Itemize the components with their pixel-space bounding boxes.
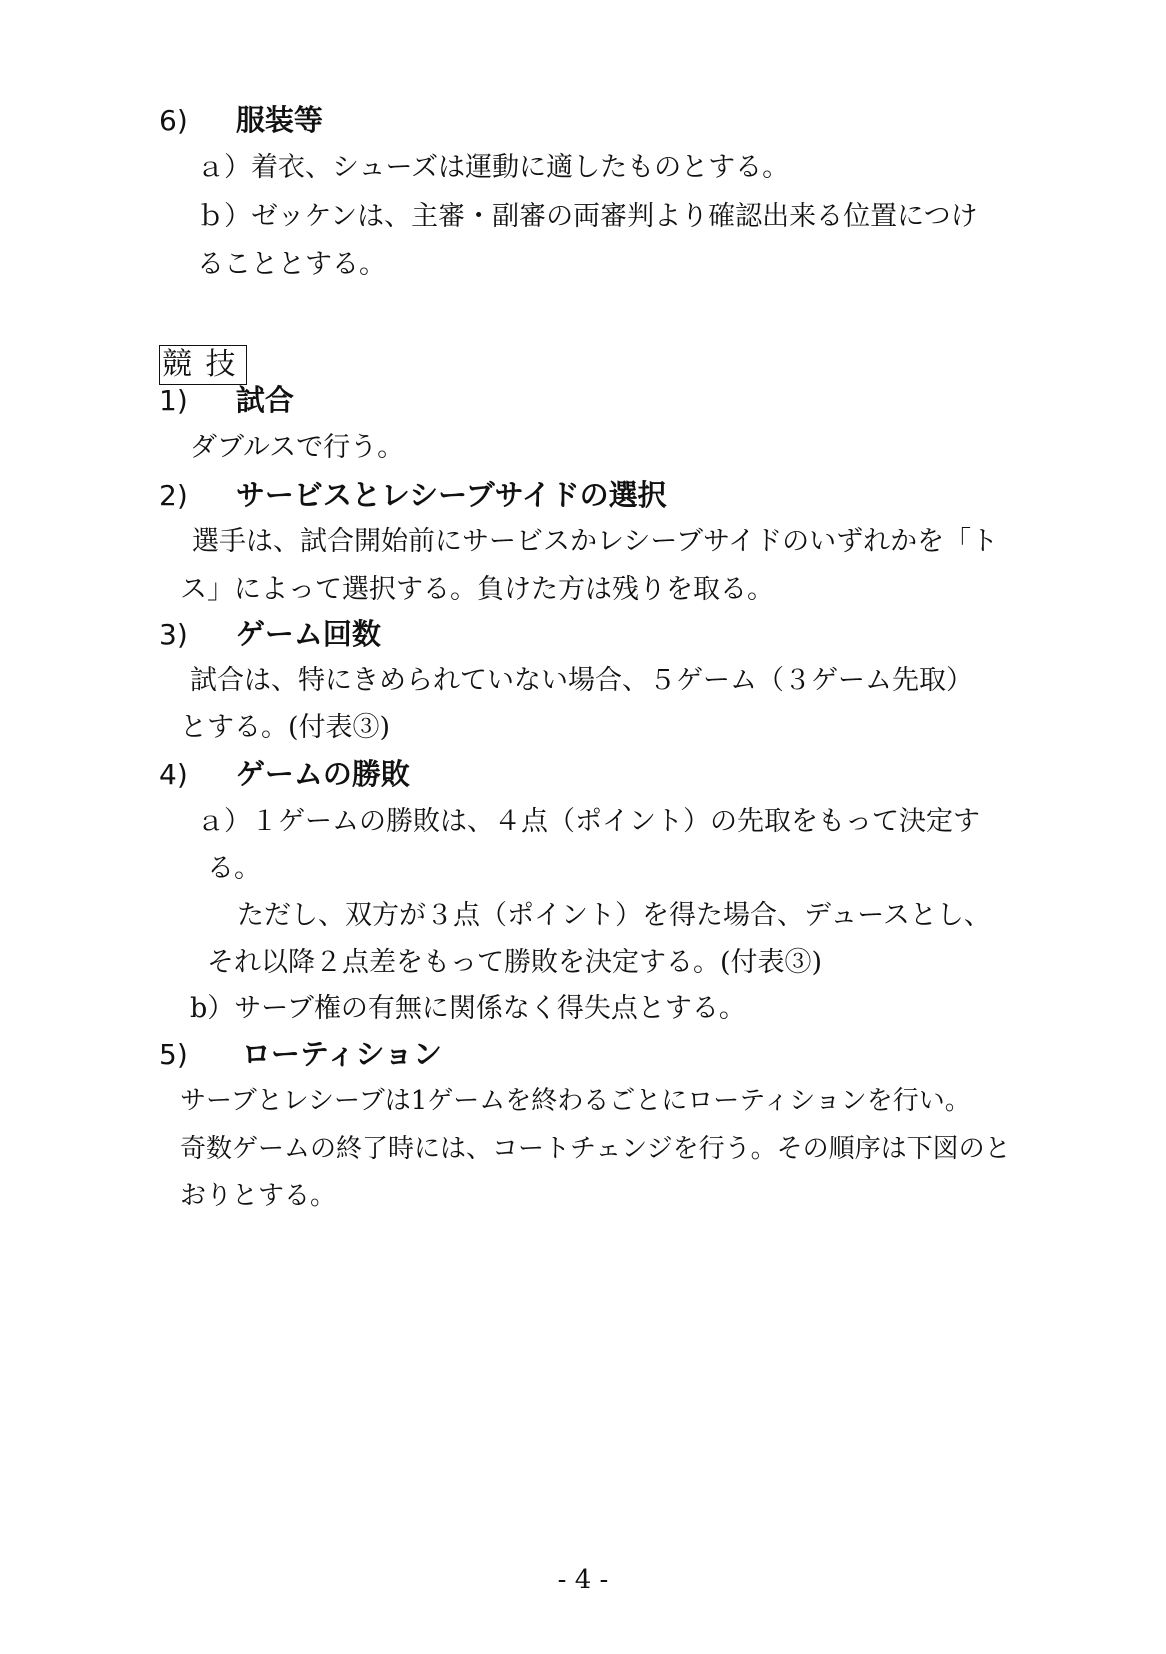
paragraph-line: る。 <box>207 853 261 884</box>
section-number: 2) <box>159 479 188 512</box>
paragraph-line: サーブとレシーブは1ゲームを終わるごとにローティションを行い。 <box>180 1086 971 1116</box>
section-1-heading <box>159 383 294 417</box>
paragraph-line: ａ）１ゲームの勝敗は、４点（ポイント）の先取をもって決定す <box>197 806 980 837</box>
paragraph-line: ｂ）ゼッケンは、主審・副審の両審判より確認出来る位置につけ <box>197 201 978 232</box>
section-title: ローティション <box>241 1037 442 1071</box>
section-number: 5) <box>159 1038 188 1071</box>
paragraph-line: ダブルスで行う。 <box>190 432 405 463</box>
paragraph-line: おりとする。 <box>180 1181 337 1211</box>
paragraph-line: 試合は、特にきめられていない場合、５ゲーム（３ゲーム先取） <box>190 665 973 696</box>
section-title: 競 技 <box>162 347 238 382</box>
section-title: 試合 <box>235 383 294 417</box>
section-2-heading <box>159 478 667 512</box>
paragraph-line: とする。(付表③) <box>180 712 391 743</box>
section-6-heading <box>159 103 323 137</box>
section-number: 4) <box>159 758 188 791</box>
paragraph-line: それ以降２点差をもって勝敗を決定する。(付表③) <box>207 947 823 978</box>
section-title: 服装等 <box>235 103 323 137</box>
section-title: サービスとレシーブサイドの選択 <box>235 478 667 512</box>
paragraph-line: 奇数ゲームの終了時には、コートチェンジを行う。その順序は下図のと <box>180 1134 1011 1164</box>
section-title: ゲーム回数 <box>235 617 381 651</box>
section-number: 1) <box>159 384 188 417</box>
paragraph-line: ただし、双方が３点（ポイント）を得た場合、デュースとし、 <box>237 900 991 931</box>
section-5-heading <box>159 1037 442 1071</box>
paragraph-line: b）サーブ権の有無に関係なく得失点とする。 <box>190 993 746 1024</box>
section-title: ゲームの勝敗 <box>235 757 410 791</box>
section-4-heading <box>159 757 410 791</box>
paragraph-line: ａ）着衣、シューズは運動に適したものとする。 <box>197 152 790 183</box>
paragraph-line: ス」によって選択する。負けた方は残りを取る。 <box>180 574 774 605</box>
paragraph-line: 選手は、試合開始前にサービスかレシーブサイドのいずれかを「ト <box>192 526 999 557</box>
section-3-heading <box>159 617 381 651</box>
section-number: 3) <box>159 618 188 651</box>
boxed-section-title <box>159 345 247 385</box>
page-number: - 4 - <box>557 1565 609 1595</box>
paragraph-line: ることとする。 <box>197 249 386 280</box>
section-number: 6) <box>159 104 188 137</box>
